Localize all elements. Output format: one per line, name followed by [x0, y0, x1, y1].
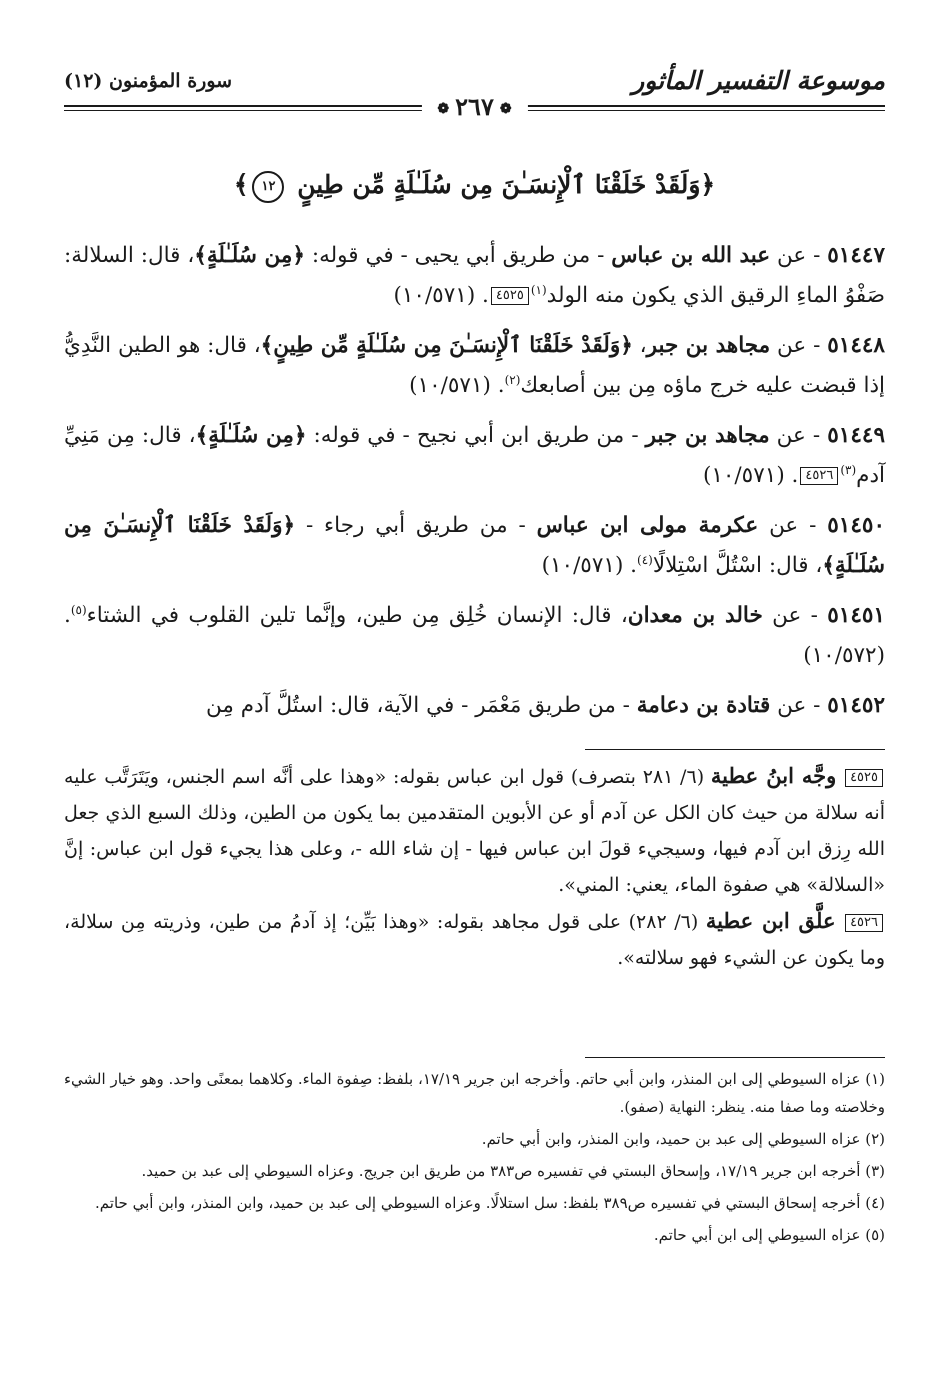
footnotes	[64, 1065, 885, 1253]
footnote: (٢) عزاه السيوطي إلى عبد بن حميد، وابن المنذر، وابن أبي حاتم.	[481, 1130, 885, 1148]
narration-entry	[64, 236, 885, 316]
narration-text: - من طريق مَعْمَر - في الآية، قال: استُلَّ آدم مِن	[206, 693, 637, 718]
narration-text: - من طريق ابن أبي نجيح - في قوله:	[306, 423, 646, 448]
footnote-marker[interactable]: (٥)	[70, 602, 87, 617]
notes-separator	[585, 749, 885, 750]
narration-entry	[64, 506, 885, 586]
page-number: ٢٦٧	[455, 92, 494, 121]
narration-text: ، قال: اسْتُلَّ اسْتِلالًا	[652, 553, 823, 578]
note-text: (٦/ ٢٨١ بتصرف) قول ابن عباس بقوله: «وهذا على أنَّه اسم الجنس، ويَتَرَتَّب عليه أنه سلالة من حيث كان الكل عن آدم أو عن الأبوين المتقدمين بما يكون من الطين، وذلك السبع الذي جعل الله رِزق ابن آدم فيها، وسيجيء قولَ ابن عباس فيها - إن شاء الله -، وعلى هذا يجيء قول ابن عباس: إنَّ «السلالة» هي صفوة الماء، يعني: المني».	[64, 766, 885, 896]
narration-number: ٥١٤٤٨	[827, 333, 885, 358]
volume-page-citation: (١٠/٥٧٢)	[803, 643, 885, 668]
verse-heading	[64, 170, 885, 203]
footnote-marker[interactable]: (٤)	[637, 552, 653, 567]
narration-number: ٥١٤٤٩	[827, 423, 885, 448]
footnote-marker[interactable]: (٢)	[504, 372, 521, 387]
volume-page-citation: (١٠/٥٧١)	[541, 553, 624, 578]
narration-number: ٥١٤٤٧	[827, 243, 885, 268]
ornament-left-icon: ❁	[437, 100, 450, 117]
narration-text: - عن	[769, 423, 821, 448]
narration-text: ، قال: هو الطين النَّدِيُّ إذا قبضت عليه خرج ماؤه مِن بين أصابعك	[64, 333, 885, 398]
note-reference-box[interactable]: ٤٥٢٥	[491, 287, 529, 305]
narration-text: .	[623, 553, 638, 578]
narration-text: ، قال: السلالة: صَفْوُ الماءِ الرقيق الذي يكون منه الولد	[64, 243, 885, 308]
commentary-note	[64, 903, 885, 976]
commentary-note	[64, 758, 885, 903]
verse-text: وَلَقَدْ خَلَقْنَا ٱلْإِنسَـٰنَ مِن سُلَـٰلَةٍ مِّن طِينٍ	[297, 170, 701, 199]
verse-open-bracket: ﴿	[700, 170, 716, 199]
narration-number: ٥١٤٥٢	[827, 693, 885, 718]
narration-text: - عن	[770, 243, 821, 268]
narration-text: - عن	[762, 603, 818, 628]
quran-quote: ﴿وَلَقَدْ خَلَقْنَا ٱلْإِنسَـٰنَ مِن سُلَـٰلَةٍ﴾	[64, 513, 885, 578]
narration-entry	[64, 416, 885, 496]
narration-text: - عن	[758, 513, 817, 538]
narrator-name: مجاهد بن جبر	[645, 423, 770, 448]
narration-text: - من طريق أبي رجاء -	[295, 513, 537, 538]
quran-quote: ﴿مِن سُلَـٰلَةٍ﴾	[195, 423, 307, 448]
footnote-marker[interactable]: (٣)	[840, 462, 857, 477]
verse-close-bracket: ﴾	[233, 170, 249, 199]
narration-entry	[64, 326, 885, 406]
narration-text: ، قال: الإنسان خُلِق مِن طين، وإنَّما تلين القلوب في الشتاء	[86, 603, 628, 628]
narration-number: ٥١٤٥١	[827, 603, 885, 628]
surah-label: سورة المؤمنون (١٢)	[64, 70, 233, 92]
narration-text: - عن	[770, 333, 821, 358]
narrations	[64, 236, 885, 736]
note-reference-box[interactable]: ٤٥٢٦	[845, 914, 883, 932]
narration-text: - عن	[770, 693, 821, 718]
footnote: (٣) أخرجه ابن جرير ١٧/١٩، وإسحاق البستي في تفسيره ص٣٨٣ من طريق ابن جريج. وعزاه السيوطي إلى عبد بن حميد.	[141, 1162, 885, 1180]
narrator-name: عبد الله بن عباس	[611, 243, 771, 268]
page-header	[64, 62, 885, 122]
narration-entry	[64, 596, 885, 676]
narrator-name: مجاهد بن جبر	[646, 333, 771, 358]
narrator-name: قتادة بن دعامة	[636, 693, 771, 718]
narration-number: ٥١٤٥٠	[827, 513, 885, 538]
volume-page-citation: (١٠/٥٧١)	[409, 373, 491, 398]
narration-text: .	[784, 463, 799, 488]
note-text: (٦/ ٢٨٢) على قول مجاهد بقوله: «وهذا بَيِّن؛ إذ آدمُ من طين، وذريته مِن سلالة، وما يكون عن الشيء فهو سلالته».	[64, 911, 885, 969]
footnote-marker[interactable]: (١)	[530, 282, 547, 297]
quran-quote: ﴿مِن سُلَـٰلَةٍ﴾	[194, 243, 305, 268]
narration-entry	[64, 686, 885, 726]
note-reference-box[interactable]: ٤٥٢٦	[800, 467, 838, 485]
note-source: وجَّه ابنُ عطية	[710, 763, 837, 788]
narrator-name: خالد بن معدان	[627, 603, 763, 628]
narrator-name: عكرمة مولى ابن عباس	[536, 513, 759, 538]
book-title: موسوعة التفسير المأثور	[632, 66, 885, 95]
narration-text: - من طريق أبي يحيى - في قوله:	[304, 243, 612, 268]
narration-text: ،	[632, 333, 647, 358]
narration-text: .	[490, 373, 505, 398]
footnotes-separator	[585, 1057, 885, 1058]
volume-page-citation: (١٠/٥٧١)	[393, 283, 476, 308]
narration-text: .	[64, 603, 71, 628]
quran-quote: ﴿وَلَقَدْ خَلَقْنَا ٱلْإِنسَـٰنَ مِن سُلَـٰلَةٍ مِّن طِينٍ﴾	[260, 333, 633, 358]
note-source: علَّق ابن عطية	[705, 908, 836, 933]
narration-text: .	[475, 283, 489, 308]
commentary-notes	[64, 758, 885, 976]
footnote: (٤) أخرجه إسحاق البستي في تفسيره ص٣٨٩ بلفظ: سل استلالًا. وعزاه السيوطي إلى عبد بن حميد، وابن المنذر، وابن أبي حاتم.	[95, 1194, 885, 1212]
volume-page-citation: (١٠/٥٧١)	[702, 463, 785, 488]
note-reference-box[interactable]: ٤٥٢٥	[845, 769, 883, 787]
narration-text: ، قال: مِن مَنِيِّ آدم	[64, 423, 885, 488]
page-number-block	[421, 92, 527, 121]
footnote: (٥) عزاه السيوطي إلى ابن أبي حاتم.	[653, 1226, 885, 1244]
footnote: (١) عزاه السيوطي إلى ابن المنذر، وابن أبي حاتم. وأخرجه ابن جرير ١٧/١٩، بلفظ: صِفوة الماء. وكلاهما بمعنًى واحد. وهو خيار الشيء وخلاصته وما صفا منه. ينظر: النهاية (صفو).	[64, 1070, 885, 1116]
ornament-right-icon: ❁	[499, 100, 512, 117]
ayah-number-marker: ١٢	[252, 171, 284, 203]
